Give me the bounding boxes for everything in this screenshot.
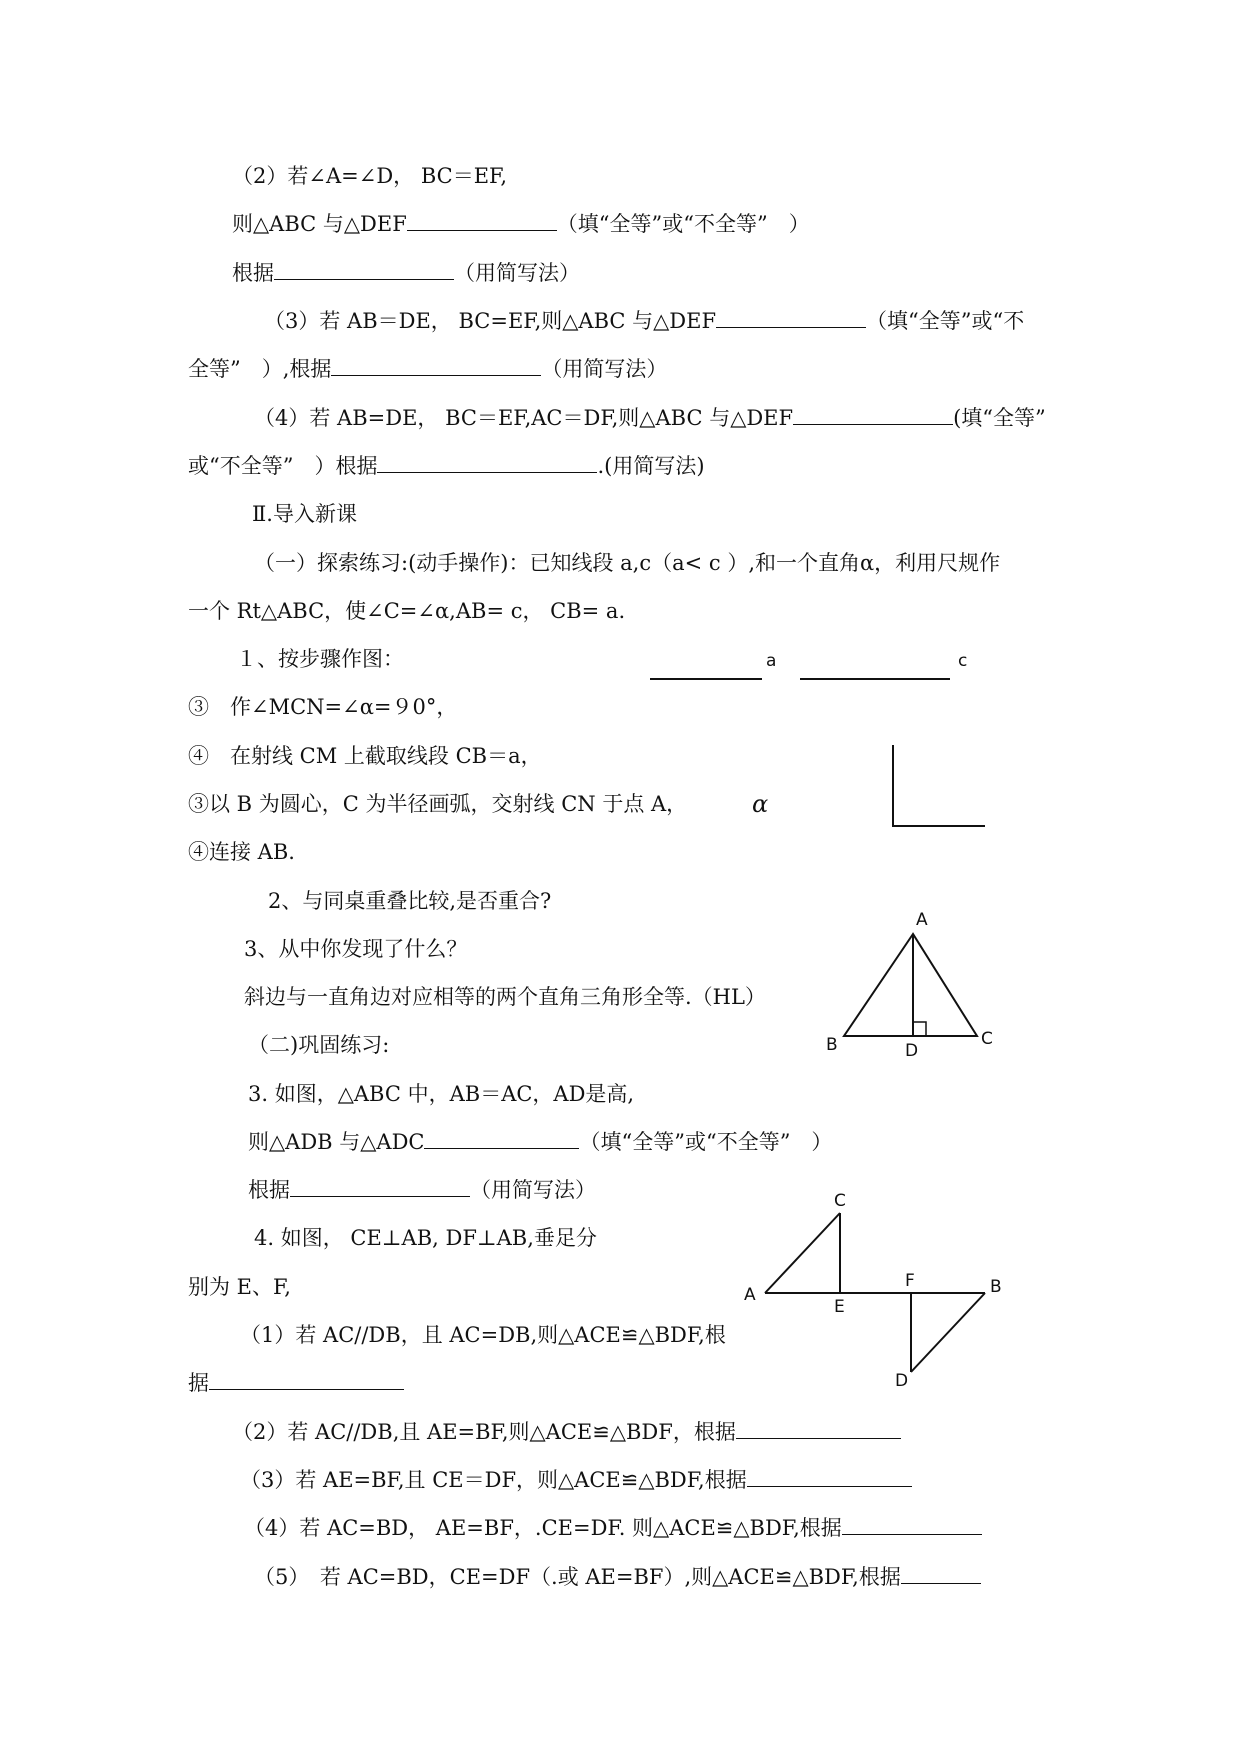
label-d: D [895, 1371, 909, 1391]
step-2: ④ 在射线 CM 上截取线段 CB＝a， [188, 744, 542, 768]
text-line-17: 3、从中你发现了什么？ [244, 937, 468, 961]
text-line-20: 3. 如图，△ABC 中，AB＝AC，AD是高, [248, 1082, 635, 1106]
step-4: ④连接 AB. [188, 840, 295, 864]
text: （3）若 AE=BF,且 CE＝DF，则△ACE≌△BDF,根据 [240, 1468, 747, 1492]
text: （4）若 AB=DE， BC＝EF,AC＝DF,则△ABC 与△DEF [254, 406, 794, 430]
text: 据 [188, 1371, 209, 1395]
label-d: D [905, 1041, 919, 1061]
label-c: C [834, 1191, 846, 1211]
given-segments [650, 651, 967, 679]
label-a: A [916, 910, 928, 930]
text: 则△ADB 与△ADC [248, 1130, 425, 1154]
text: （5） 若 AC=BD，CE=DF（.或 AE=BF）,则△ACE≌△BDF,根据 [254, 1565, 901, 1589]
alpha-label: α [752, 790, 769, 818]
text: （3）若 AB＝DE， BC=EF,则△ABC 与△DEF [264, 309, 717, 333]
text-line-23: 4. 如图， CE⊥AB, DF⊥AB,垂足分 [254, 1226, 597, 1250]
text: （填“全等”或“不全等” ） [556, 212, 810, 236]
text-line-18: 斜边与一直角边对应相等的两个直角三角形全等.（HL） [244, 985, 766, 1009]
right-angle-mark [913, 1022, 926, 1036]
right-angle-lines [893, 745, 985, 826]
segment-db [911, 1293, 985, 1372]
text-line-10: 一个 Rt△ABC，使∠C=∠α,AB= c， CB= a. [188, 599, 626, 623]
text: 根据 [232, 261, 274, 285]
label-c: C [981, 1029, 993, 1049]
text-line-9: （一）探索练习:(动手操作)：已知线段 a,c（a< c ）,和一个直角α，利用尺规作 [254, 551, 1001, 575]
text: （4）若 AC=BD， AE=BF，.CE=DF. 则△ACE≌△BDF,根据 [244, 1516, 842, 1540]
text: 或“不全等” ）根据 [188, 454, 378, 478]
text: （填“全等”或“不 [866, 309, 1025, 333]
text: (填“全等” [953, 406, 1046, 430]
segment-a-label: a [766, 651, 777, 671]
segment-c-label: c [958, 651, 968, 671]
text: （用简写法） [541, 357, 668, 381]
label-b: B [826, 1035, 838, 1055]
text: （填“全等”或“不全等” ） [579, 1130, 833, 1154]
label-e: E [834, 1297, 845, 1317]
text: （用简写法） [454, 261, 580, 285]
step-1: ③ 作∠MCN=∠α=９0°， [188, 695, 458, 719]
text: 全等” ）,根据 [188, 357, 332, 381]
text-line-24: 别为 E、F, [188, 1275, 291, 1299]
segment-ac [765, 1213, 840, 1293]
text: （用简写法） [470, 1178, 596, 1202]
text-line-16: 2、与同桌重叠比较,是否重合? [268, 889, 552, 913]
text-line-25: （1）若 AC//DB，且 AC=DB,则△ACE≌△BDF,根 [240, 1323, 726, 1347]
section-heading: Ⅱ.导入新课 [252, 502, 357, 526]
figure-isosceles-triangle [826, 910, 993, 1061]
triangle-abc [844, 934, 977, 1036]
right-angle-alpha [752, 745, 985, 826]
text: 根据 [248, 1178, 290, 1202]
label-f: F [905, 1271, 915, 1291]
text: （2）若 AC//DB,且 AE=BF,则△ACE≌△BDF，根据 [232, 1420, 736, 1444]
text: .(用简写法) [597, 454, 705, 478]
label-b: B [990, 1277, 1002, 1297]
text-line-19: （二)巩固练习: [248, 1033, 390, 1057]
figure-two-triangles [744, 1191, 1002, 1391]
text-line-1: （2）若∠A=∠D， BC＝EF, [232, 164, 508, 188]
text-line-11: １、按步骤作图： [236, 647, 404, 671]
text: 则△ABC 与△DEF [232, 212, 407, 236]
label-a: A [744, 1285, 756, 1305]
step-3: ③以 B 为圆心，C 为半径画弧，交射线 CN 于点 A， [188, 792, 688, 816]
